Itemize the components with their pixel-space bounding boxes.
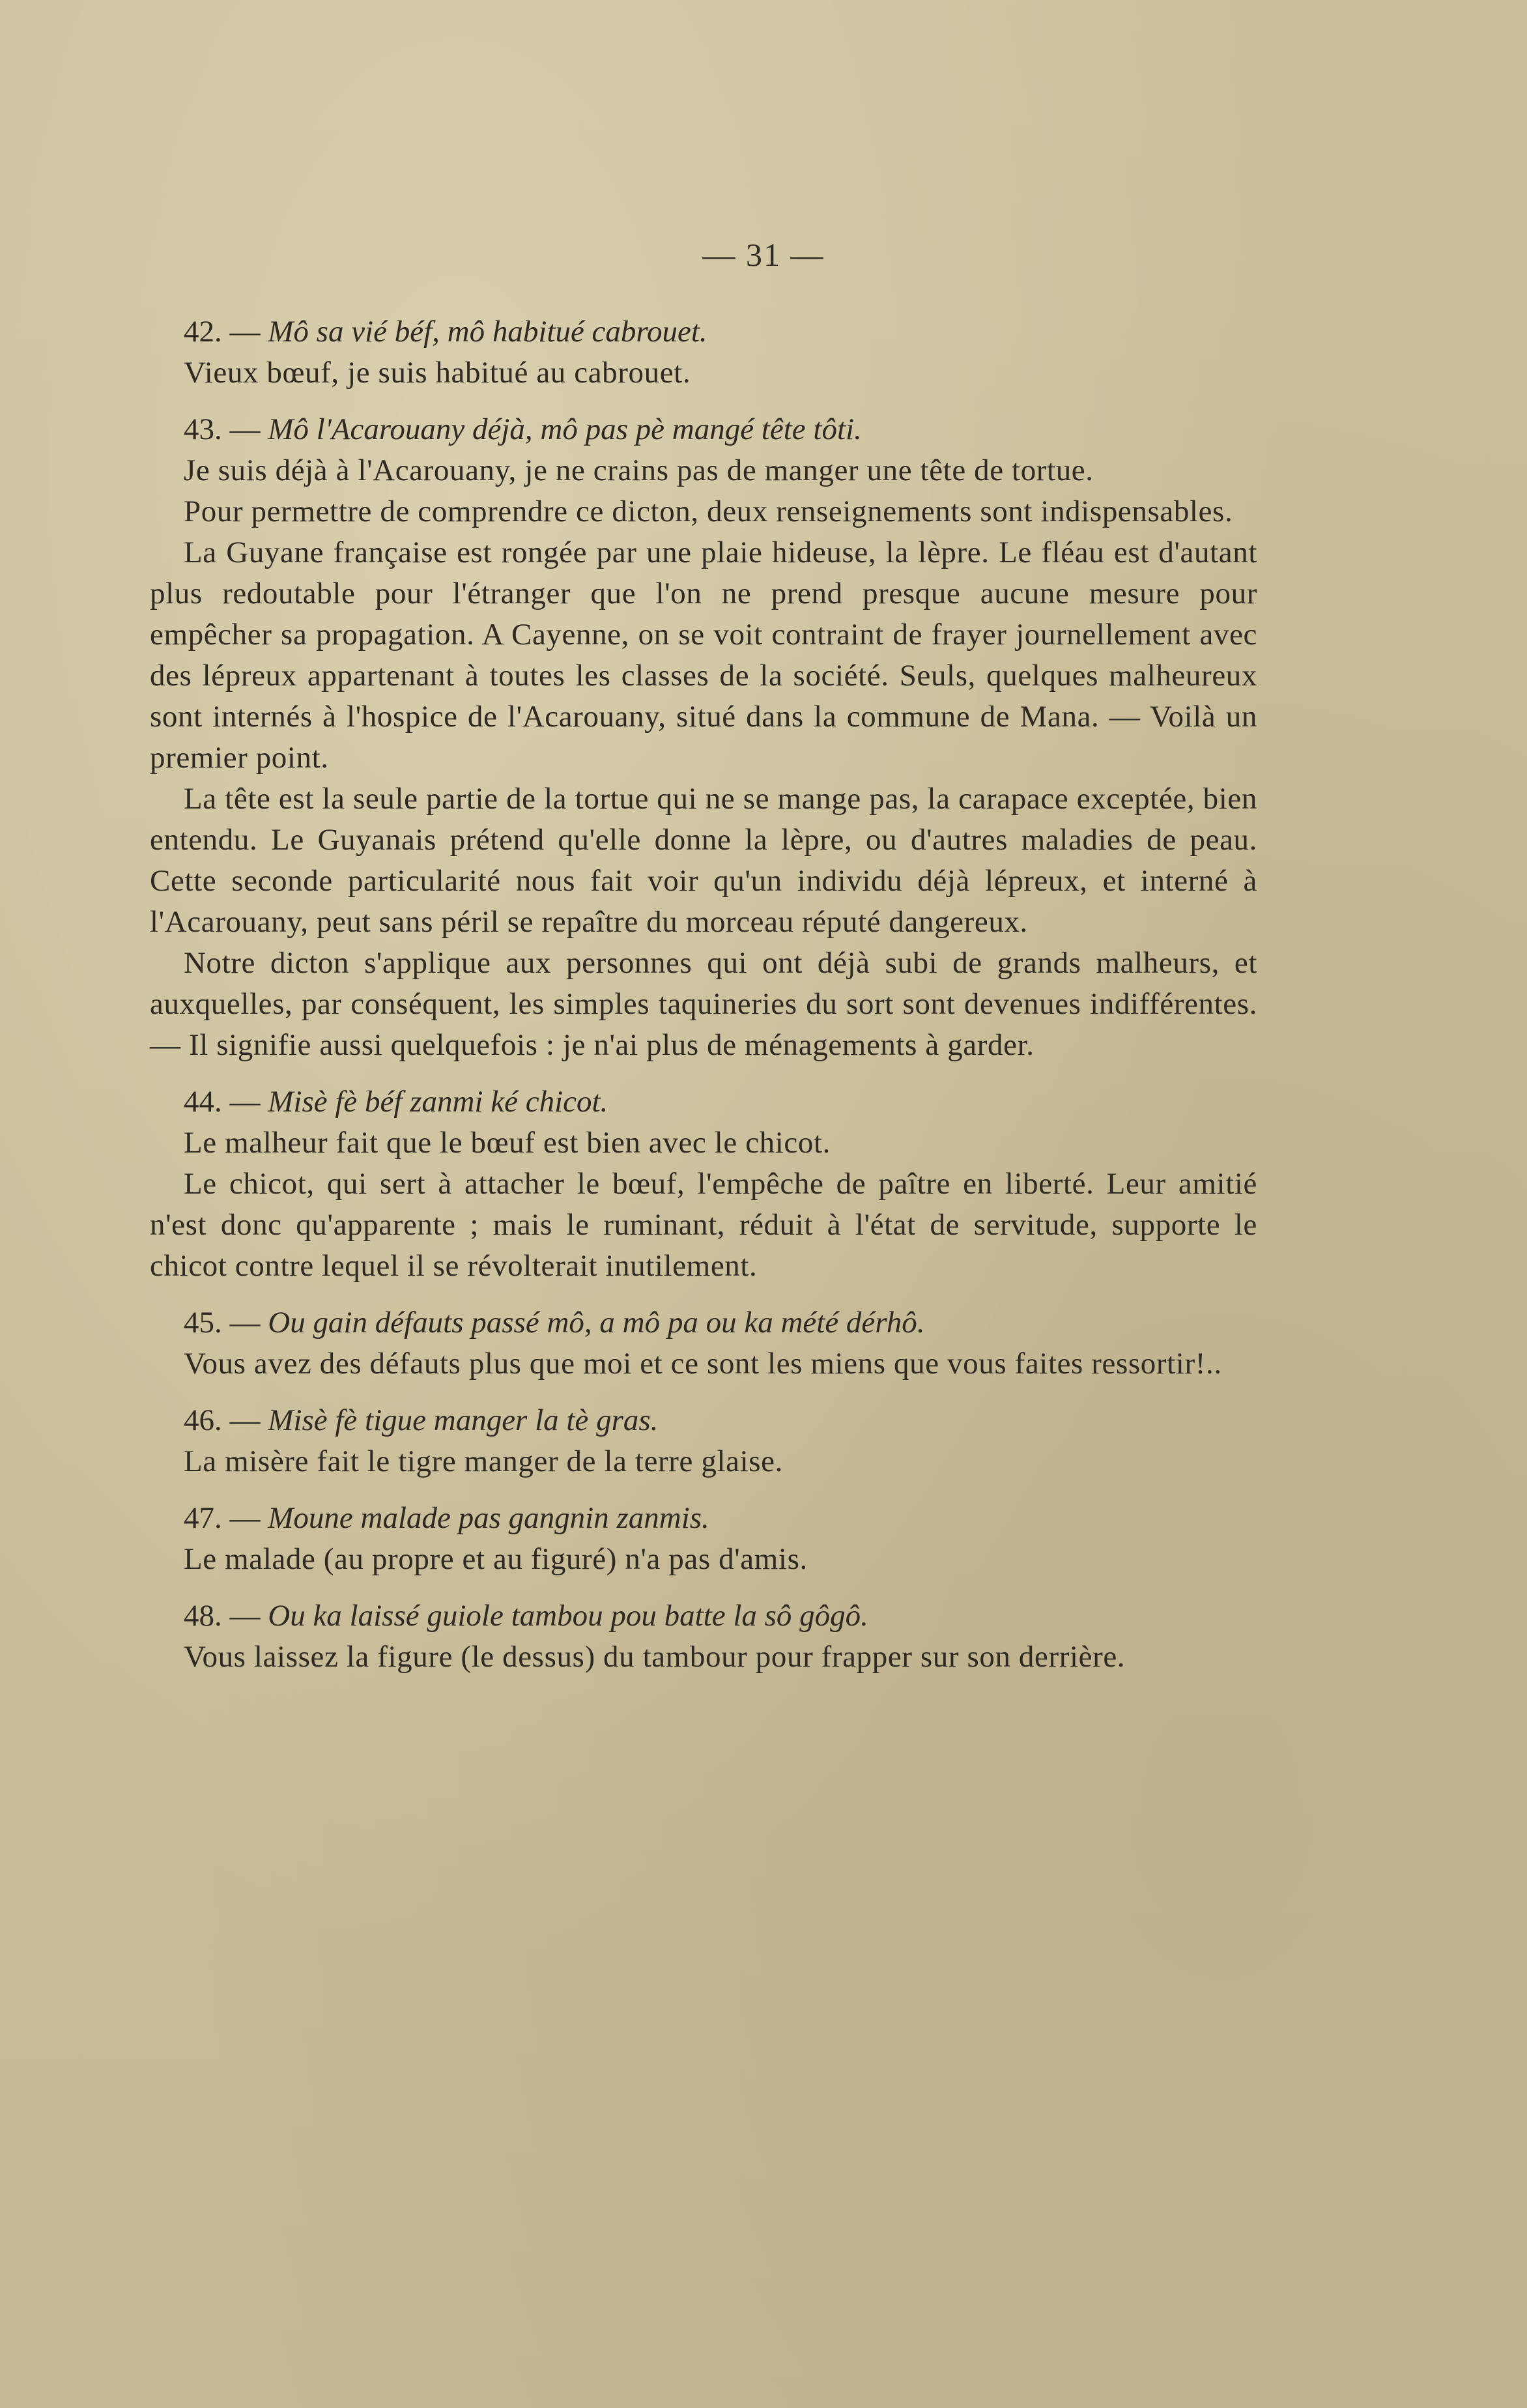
text-body bbox=[150, 311, 1257, 1693]
translation-paragraph: Vous laissez la figure (le dessus) du tambour pour frapper sur son derrière. bbox=[184, 1640, 1126, 1674]
proverb-entry-48 bbox=[150, 1596, 1257, 1678]
proverb-heading bbox=[150, 409, 1257, 450]
page-number: — 31 — bbox=[702, 236, 825, 273]
proverb-number: 44. — bbox=[184, 1085, 268, 1119]
proverb-entry-44 bbox=[150, 1082, 1257, 1287]
proverb-number: 43. — bbox=[184, 412, 268, 446]
proverb-entry-47 bbox=[150, 1498, 1257, 1580]
translation-paragraph: Vous avez des défauts plus que moi et ce sont les miens que vous faites ressortir!.. bbox=[184, 1347, 1222, 1381]
commentary-paragraph: La Guyane française est rongée par une plaie hideuse, la lèpre. Le fléau est d'autant plus redoutable pour l'étranger que l'on ne prend presque aucune mesure pour empêcher sa propagation. A Cayenne, on se voit contraint de frayer journellement avec des lépreux appartenant à toutes les classes de la société. Seuls, quelques malheureux sont internés à l'hospice de l'Acarouany, situé dans la commune de Mana. — Voilà un premier point. bbox=[150, 536, 1257, 775]
proverb-number: 45. — bbox=[184, 1306, 268, 1340]
proverb-entry-42 bbox=[150, 311, 1257, 394]
proverb-entry-46 bbox=[150, 1400, 1257, 1482]
proverb-heading bbox=[150, 1302, 1257, 1343]
commentary-paragraph: Le chicot, qui sert à attacher le bœuf, l'empêche de paître en liberté. Leur amitié n'est donc qu'apparente ; mais le ruminant, réduit à l'état de servitude, supporte le chicot contre lequel il se révolterait inutilement. bbox=[150, 1167, 1257, 1283]
proverb-creole-text: Misè fè tigue manger la tè gras. bbox=[268, 1403, 659, 1437]
commentary-paragraph: La tête est la seule partie de la tortue qui ne se mange pas, la carapace exceptée, bien entendu. Le Guyanais prétend qu'elle donne la lèpre, ou d'autres maladies de peau. Cette seconde particularité nous fait voir qu'un individu déjà lépreux, et interné à l'Acarouany, peut sans péril se repaître du morceau réputé dangereux. bbox=[150, 782, 1257, 939]
proverb-entry-45 bbox=[150, 1302, 1257, 1384]
proverb-entry-43 bbox=[150, 409, 1257, 1066]
proverb-number: 48. — bbox=[184, 1599, 268, 1633]
translation-paragraph: La misère fait le tigre manger de la terre glaise. bbox=[184, 1444, 783, 1478]
proverb-heading bbox=[150, 1400, 1257, 1441]
proverb-creole-text: Mô l'Acarouany déjà, mô pas pè mangé tête tôti. bbox=[268, 412, 862, 446]
translation-paragraph: Le malheur fait que le bœuf est bien avec le chicot. bbox=[184, 1126, 831, 1160]
proverb-heading bbox=[150, 1498, 1257, 1539]
proverb-number: 42. — bbox=[184, 315, 268, 349]
translation-paragraph: Je suis déjà à l'Acarouany, je ne crains pas de manger une tête de tortue. bbox=[184, 453, 1094, 487]
proverb-heading bbox=[150, 1082, 1257, 1123]
proverb-creole-text: Mô sa vié béf, mô habitué cabrouet. bbox=[268, 315, 707, 349]
proverb-number: 46. — bbox=[184, 1403, 268, 1437]
proverb-number: 47. — bbox=[184, 1501, 268, 1535]
translation-paragraph: Vieux bœuf, je suis habitué au cabrouet. bbox=[184, 356, 691, 390]
commentary-paragraph: Pour permettre de comprendre ce dicton, deux renseignements sont indispensables. bbox=[184, 494, 1233, 528]
proverb-creole-text: Moune malade pas gangnin zanmis. bbox=[268, 1501, 709, 1535]
proverb-creole-text: Misè fè béf zanmi ké chicot. bbox=[268, 1085, 608, 1119]
proverb-heading bbox=[150, 1596, 1257, 1637]
commentary-paragraph: Notre dicton s'applique aux personnes qui ont déjà subi de grands malheurs, et auxquelles, par conséquent, les simples taquineries du sort sont devenues indifférentes. — Il signifie aussi quelquefois : je n'ai plus de ménagements à garder. bbox=[150, 946, 1257, 1062]
proverb-creole-text: Ou ka laissé guiole tambou pou batte la sô gôgô. bbox=[268, 1599, 868, 1633]
translation-paragraph: Le malade (au propre et au figuré) n'a pas d'amis. bbox=[184, 1542, 808, 1576]
proverb-heading bbox=[150, 311, 1257, 352]
proverb-creole-text: Ou gain défauts passé mô, a mô pa ou ka mété dérhô. bbox=[268, 1306, 925, 1340]
